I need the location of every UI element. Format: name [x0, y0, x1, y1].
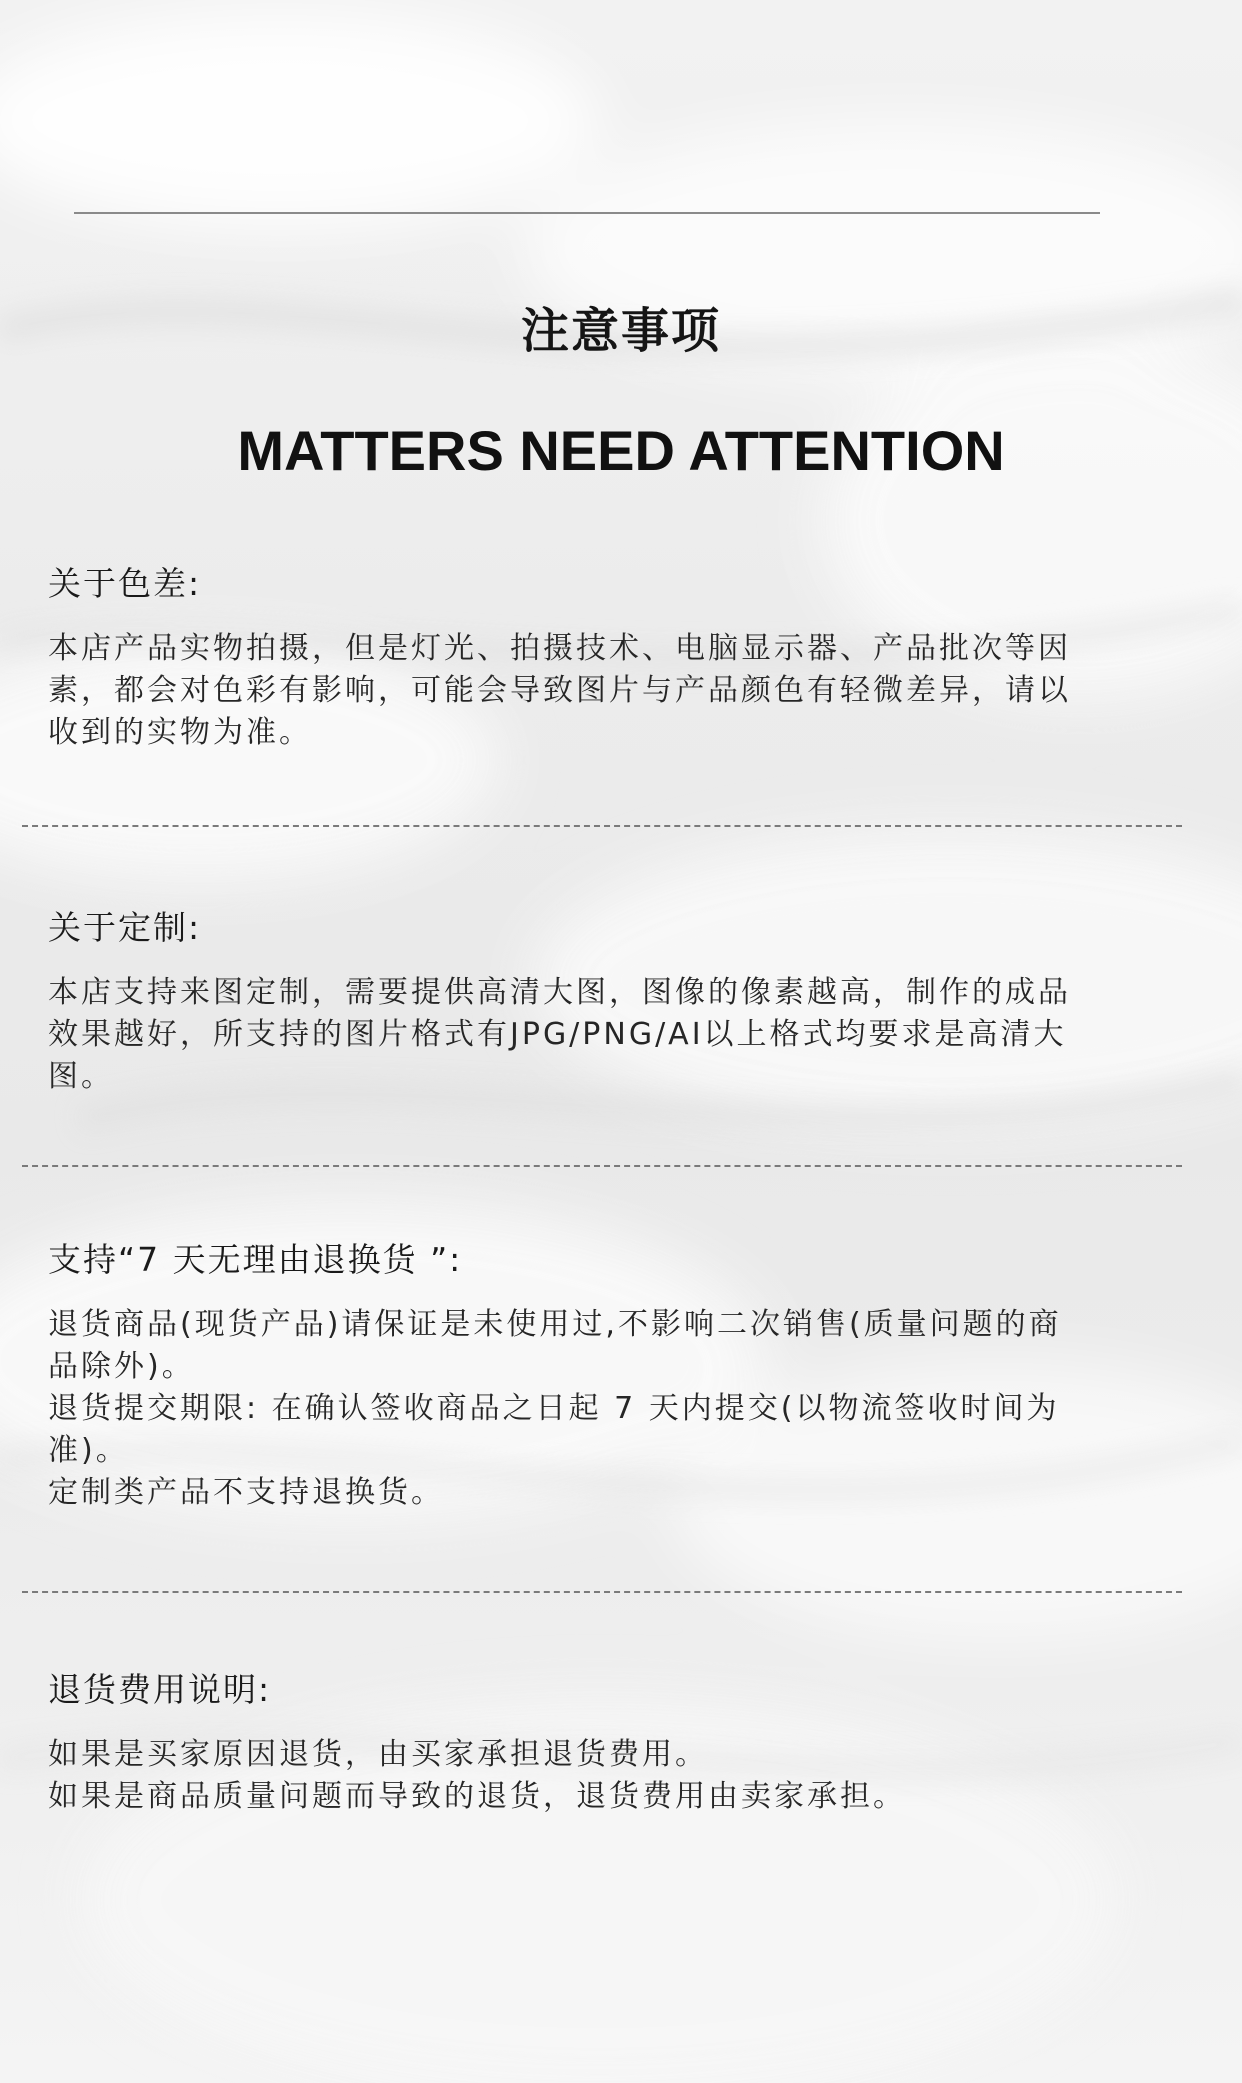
section-line: 退货提交期限: 在确认签收商品之日起 7 天内提交(以物流签收时间为 [48, 1391, 1060, 1426]
section-line: 如果是买家原因退货，由买家承担退货费用。 [48, 1737, 708, 1772]
section-line: 收到的实物为准。 [48, 715, 312, 750]
section-line: 品除外)。 [48, 1349, 195, 1384]
dashed-divider [22, 825, 1182, 827]
section-line: 本店产品实物拍摄，但是灯光、拍摄技术、电脑显示器、产品批次等因 [48, 631, 1071, 666]
section-return-fees [48, 1668, 1188, 1818]
section-heading: 关于定制: [48, 908, 202, 947]
section-line: 素，都会对色彩有影响，可能会导致图片与产品颜色有轻微差异，请以 [48, 673, 1071, 708]
dashed-divider [22, 1591, 1182, 1593]
section-line: 效果越好，所支持的图片格式有JPG/PNG/AI以上格式均要求是高清大 [48, 1017, 1067, 1052]
section-heading: 退货费用说明: [48, 1670, 272, 1709]
section-return-policy [48, 1238, 1188, 1514]
section-customization [48, 906, 1188, 1098]
section-line: 准)。 [48, 1433, 129, 1468]
section-heading: 关于色差: [48, 564, 202, 603]
section-line: 图。 [48, 1059, 114, 1094]
section-line: 退货商品(现货产品)请保证是未使用过,不影响二次销售(质量问题的商 [48, 1307, 1062, 1342]
section-heading: 支持“7 天无理由退换货 ”: [48, 1240, 463, 1279]
section-line: 定制类产品不支持退换货。 [48, 1475, 444, 1510]
page-subtitle: MATTERS NEED ATTENTION [237, 419, 1005, 482]
section-line: 如果是商品质量问题而导致的退货，退货费用由卖家承担。 [48, 1779, 906, 1814]
page-title: 注意事项 [520, 303, 721, 359]
section-line: 本店支持来图定制，需要提供高清大图，图像的像素越高，制作的成品 [48, 975, 1071, 1010]
dashed-divider [22, 1165, 1182, 1167]
top-rule [74, 212, 1100, 214]
section-color-difference [48, 562, 1188, 754]
